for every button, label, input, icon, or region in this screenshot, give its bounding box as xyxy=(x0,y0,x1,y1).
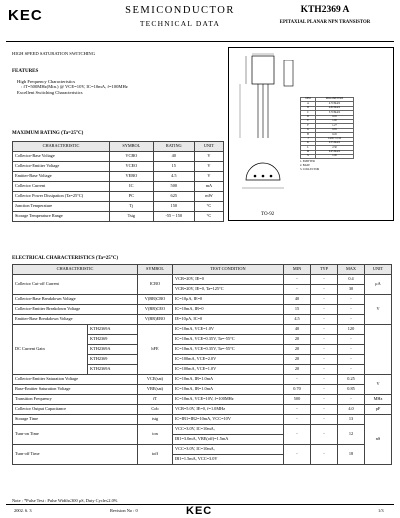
table-row: Collector-Emitter Breakdown Voltage V(BR)CEO IC=10mA, IB=0 15 - - xyxy=(13,305,392,315)
feature-item: Excellent Switching Characteristics xyxy=(17,90,83,96)
dim-row: N 1.00 xyxy=(301,155,354,159)
table-row: VCB=20V, IE=0, Ta=125°C - - 30 xyxy=(13,285,392,295)
package-name: TO-92 xyxy=(261,212,275,217)
dim-header-row: DIM MILLIMETERS xyxy=(301,98,354,102)
table-row: Collector Cut-off Current ICBO VCB=20V, IE=0 - - 0.4 μA xyxy=(13,275,392,285)
bottom-view-body xyxy=(246,163,280,180)
electrical-heading: ELECTRICAL CHARACTERISTICS (Ta=25°C) xyxy=(12,256,119,261)
dim-row: J 14.00 ± 0.50 xyxy=(301,137,354,141)
table-row: IB1=3.0mA, VBE(off)=1.5mA xyxy=(13,435,392,445)
table-row: Storage Temperature Range Tstg -55 ~ 150 °C xyxy=(13,212,224,222)
feature-item: High Frequency Characteristics xyxy=(17,78,76,84)
transistor-body xyxy=(252,56,274,84)
col-header: UNIT xyxy=(194,142,223,152)
table-row: Turn-on Time ton VCC=3.0V, IC=10mA, - - 12 xyxy=(13,425,392,435)
dim-row: M 0.45 MAX xyxy=(301,150,354,154)
table-row: KTH2369 IC=10mA, VCE=0.35V, Ta=-55°C 20 - - xyxy=(13,335,392,345)
table-row: Collector-Base Breakdown Voltage V(BR)CBO IC=10μA, IE=0 40 - - V xyxy=(13,295,392,305)
package-side-view xyxy=(280,60,300,90)
kec-logo: KEC xyxy=(8,7,43,24)
pin-label: 1. EMITTER xyxy=(300,160,315,163)
pin-dot xyxy=(262,175,265,178)
col-header: MIN xyxy=(284,265,311,275)
feature-item: : fT=500MHz(Min.) @ VCE=10V, IC=10mA, f=100MHz xyxy=(21,84,128,90)
header-center xyxy=(95,5,265,28)
header-title: SEMICONDUCTOR xyxy=(125,5,235,16)
table-row: Collector Output Capacitance Cob VCB=5.0V, IE=0, f=1.0MHz - - 4.0 pF xyxy=(13,405,392,415)
dim-row: K 0.55 MAX xyxy=(301,141,354,145)
table-row: Turn-off Time toff VCC=3.0V, IC=10mA, - - 18 xyxy=(13,445,392,455)
max-rating-table xyxy=(12,141,224,222)
footer-date: 2002. 6. 3 xyxy=(14,508,32,513)
table-row: KTH2369A IC=10mA, VCE=0.35V, Ta=-55°C 20 - - xyxy=(13,345,392,355)
table-row: Emitter-Base Voltage VEBO 4.5 V xyxy=(13,172,224,182)
dim-row: F 1.27 xyxy=(301,124,354,128)
note-text: Note : *Pulse Test : Pulse Width≤300 μS, Duty Cycle≤2.0% xyxy=(12,498,118,503)
dim-row: A 4.70 MAX xyxy=(301,102,354,106)
dimension-table xyxy=(300,97,354,159)
part-number: KTH2369 A xyxy=(300,5,350,15)
pin-dot xyxy=(254,175,257,178)
part-description: EPITAXIAL PLANAR NPN TRANSISTOR xyxy=(279,20,371,25)
header-divider xyxy=(6,41,394,42)
table-row: Transition Frequency fT IC=10mA, VCE=10V, f=100MHz 500 - - MHz xyxy=(13,395,392,405)
max-rating-body xyxy=(13,152,224,222)
header-subtitle: TECHNICAL DATA xyxy=(139,19,221,28)
dim-row: B 4.80 MAX xyxy=(301,106,354,110)
table-row: IB1=1.5mA, VCC=3.0V xyxy=(13,455,392,465)
table-row: Junction Temperature Tj 150 °C xyxy=(13,202,224,212)
table-row: Collector-Emitter Saturation Voltage VCE(sat) IC=10mA, IB=1.0mA - - 0.25 V xyxy=(13,375,392,385)
col-header: UNIT xyxy=(365,265,392,275)
col-header: MAX xyxy=(338,265,365,275)
pin-legend xyxy=(300,160,319,171)
table-row: KTH2369 IC=100mA, VCE=2.0V 20 - - xyxy=(13,355,392,365)
dim-row: D 0.45 xyxy=(301,115,354,119)
dim-row: C 3.70 MAX xyxy=(301,111,354,115)
table-row: Collector-Emitter Voltage VCEO 15 V xyxy=(13,162,224,172)
max-rating-heading: MAXIMUM RATING (Ta=25°C) xyxy=(12,131,84,136)
electrical-header-row xyxy=(13,265,392,275)
pin-dot xyxy=(270,175,273,178)
dim-row: E 1.00 xyxy=(301,119,354,123)
col-header: TYP xyxy=(311,265,338,275)
table-row: Storage Time tstg IC=IB1=IB2=10mA, VCC=10V - - 13 nS xyxy=(13,415,392,425)
table-row: Collector Current IC 500 mA xyxy=(13,182,224,192)
table-row: DC Current Gain KTH2369A hFE IC=10mA, VCE=1.0V 40 - 120 xyxy=(13,325,392,335)
electrical-table xyxy=(12,264,392,465)
col-header: SYMBOL xyxy=(138,265,173,275)
dim-row: G 0.85 xyxy=(301,128,354,132)
dim-row: L 2.30 xyxy=(301,146,354,150)
dim-row: H 0.45 xyxy=(301,133,354,137)
table-row: Emitter-Base Breakdown Voltage V(BR)EBO IE=10μA, IC=0 4.5 - - xyxy=(13,315,392,325)
features-heading: FEATURES xyxy=(12,69,39,74)
max-rating-header-row xyxy=(13,142,224,152)
pin-label: 3. COLLECTOR xyxy=(300,167,320,171)
footer-kec-logo: KEC xyxy=(186,505,213,517)
footer-page: 1/3 xyxy=(378,508,384,513)
table-row: KTH2369A IC=100mA, VCE=1.0V 20 - - xyxy=(13,365,392,375)
col-header: CHARACTERISTIC xyxy=(13,142,110,152)
col-header: RATING xyxy=(153,142,194,152)
header-right xyxy=(255,5,395,25)
table-row: Collector Power Dissipation (Ta=25°C) PC 625 mW xyxy=(13,192,224,202)
pin-label: 2. BASE xyxy=(300,163,310,167)
application-text: HIGH SPEED SATURATION SWITCHING xyxy=(12,51,96,56)
col-header: CHARACTERISTIC xyxy=(13,265,138,275)
table-row: Collector-Base Voltage VCBO 40 V xyxy=(13,152,224,162)
features-section xyxy=(12,69,128,96)
footer-revision: Revision No : 0 xyxy=(110,508,138,513)
col-header: SYMBOL xyxy=(110,142,154,152)
col-header: TEST CONDITION xyxy=(173,265,284,275)
table-row: Base-Emitter Saturation Voltage VBE(sat) IC=10mA, IB=1.0mA 0.70 - 0.85 xyxy=(13,385,392,395)
